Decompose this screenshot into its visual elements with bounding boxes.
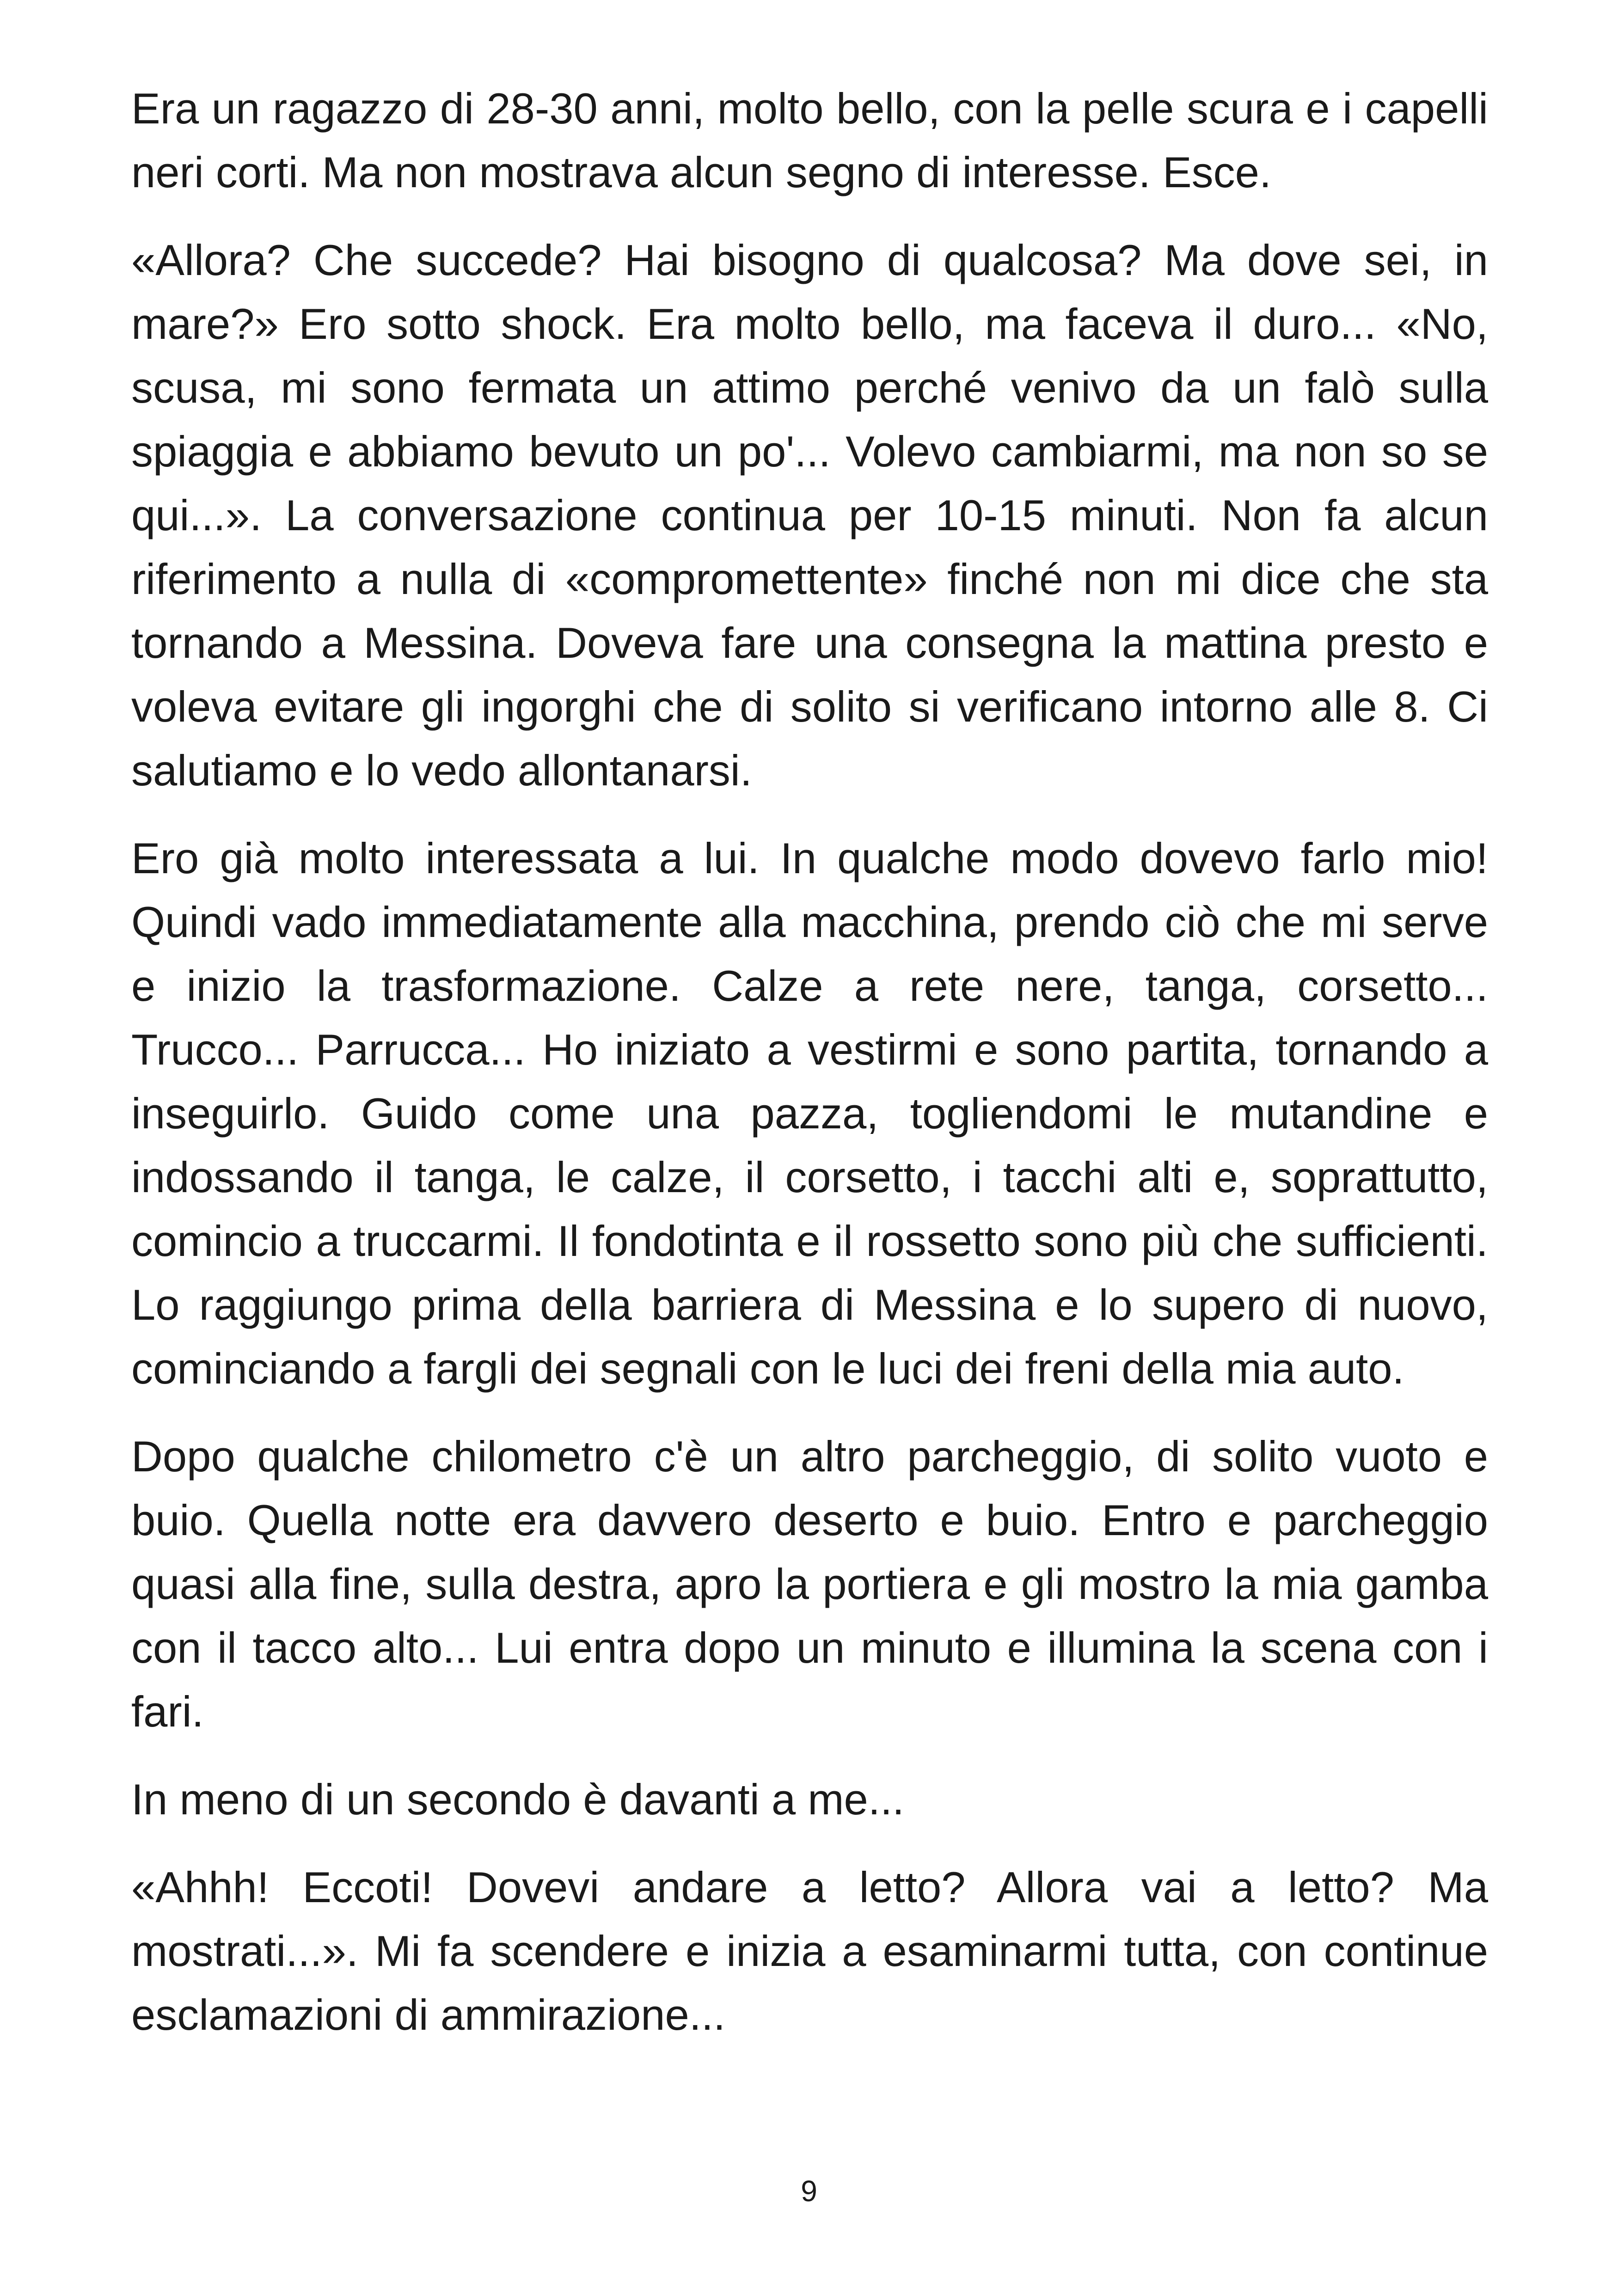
paragraph-3: Ero già molto interessata a lui. In qualche modo dovevo farlo mio! Quindi vado immediatamente alla macchina, prendo ciò che mi serve e inizio la trasformazione. Calze a rete nere, tanga, corsetto... Trucco... Parrucca... Ho iniziato a vestirmi e sono partita, tornando a inseguirlo. Guido come una pazza, togliendomi le mutandine e indossando il tanga, le calze, il corsetto, i tacchi alti e, soprattutto, comincio a truccarmi. Il fondotinta e il rossetto sono più che sufficienti. Lo raggiungo prima della barriera di Messina e lo supero di nuovo, cominciando a fargli dei segnali con le luci dei freni della mia auto. bbox=[131, 834, 1488, 1393]
paragraph-2: «Allora? Che succede? Hai bisogno di qualcosa? Ma dove sei, in mare?» Ero sotto shock. Era molto bello, ma faceva il duro... «No, scusa, mi sono fermata un attimo perché venivo da un falò sulla spiaggia e abbiamo bevuto un po'... Volevo cambiarmi, ma non so se qui...». La conversazione continua per 10-15 minuti. Non fa alcun riferimento a nulla di «compromettente» finché non mi dice che sta tornando a Messina. Doveva fare una consegna la mattina presto e voleva evitare gli ingorghi che di solito si verificano intorno alle 8. Ci salutiamo e lo vedo allontanarsi. bbox=[131, 236, 1488, 795]
page-number: 9 bbox=[801, 2174, 817, 2208]
body-text bbox=[131, 77, 1488, 2071]
paragraph-6: «Ahhh! Eccoti! Dovevi andare a letto? Allora vai a letto? Ma mostrati...». Mi fa scendere e inizia a esaminarmi tutta, con continue esclamazioni di ammirazione... bbox=[131, 1863, 1488, 2039]
paragraph-4: Dopo qualche chilometro c'è un altro parcheggio, di solito vuoto e buio. Quella notte era davvero deserto e buio. Entro e parcheggio quasi alla fine, sulla destra, apro la portiera e gli mostro la mia gamba con il tacco alto... Lui entra dopo un minuto e illumina la scena con i fari. bbox=[131, 1432, 1488, 1736]
paragraph-5: In meno di un secondo è davanti a me... bbox=[131, 1775, 905, 1824]
paragraph-1: Era un ragazzo di 28-30 anni, molto bello, con la pelle scura e i capelli neri corti. Ma non mostrava alcun segno di interesse. Esce. bbox=[131, 84, 1488, 196]
